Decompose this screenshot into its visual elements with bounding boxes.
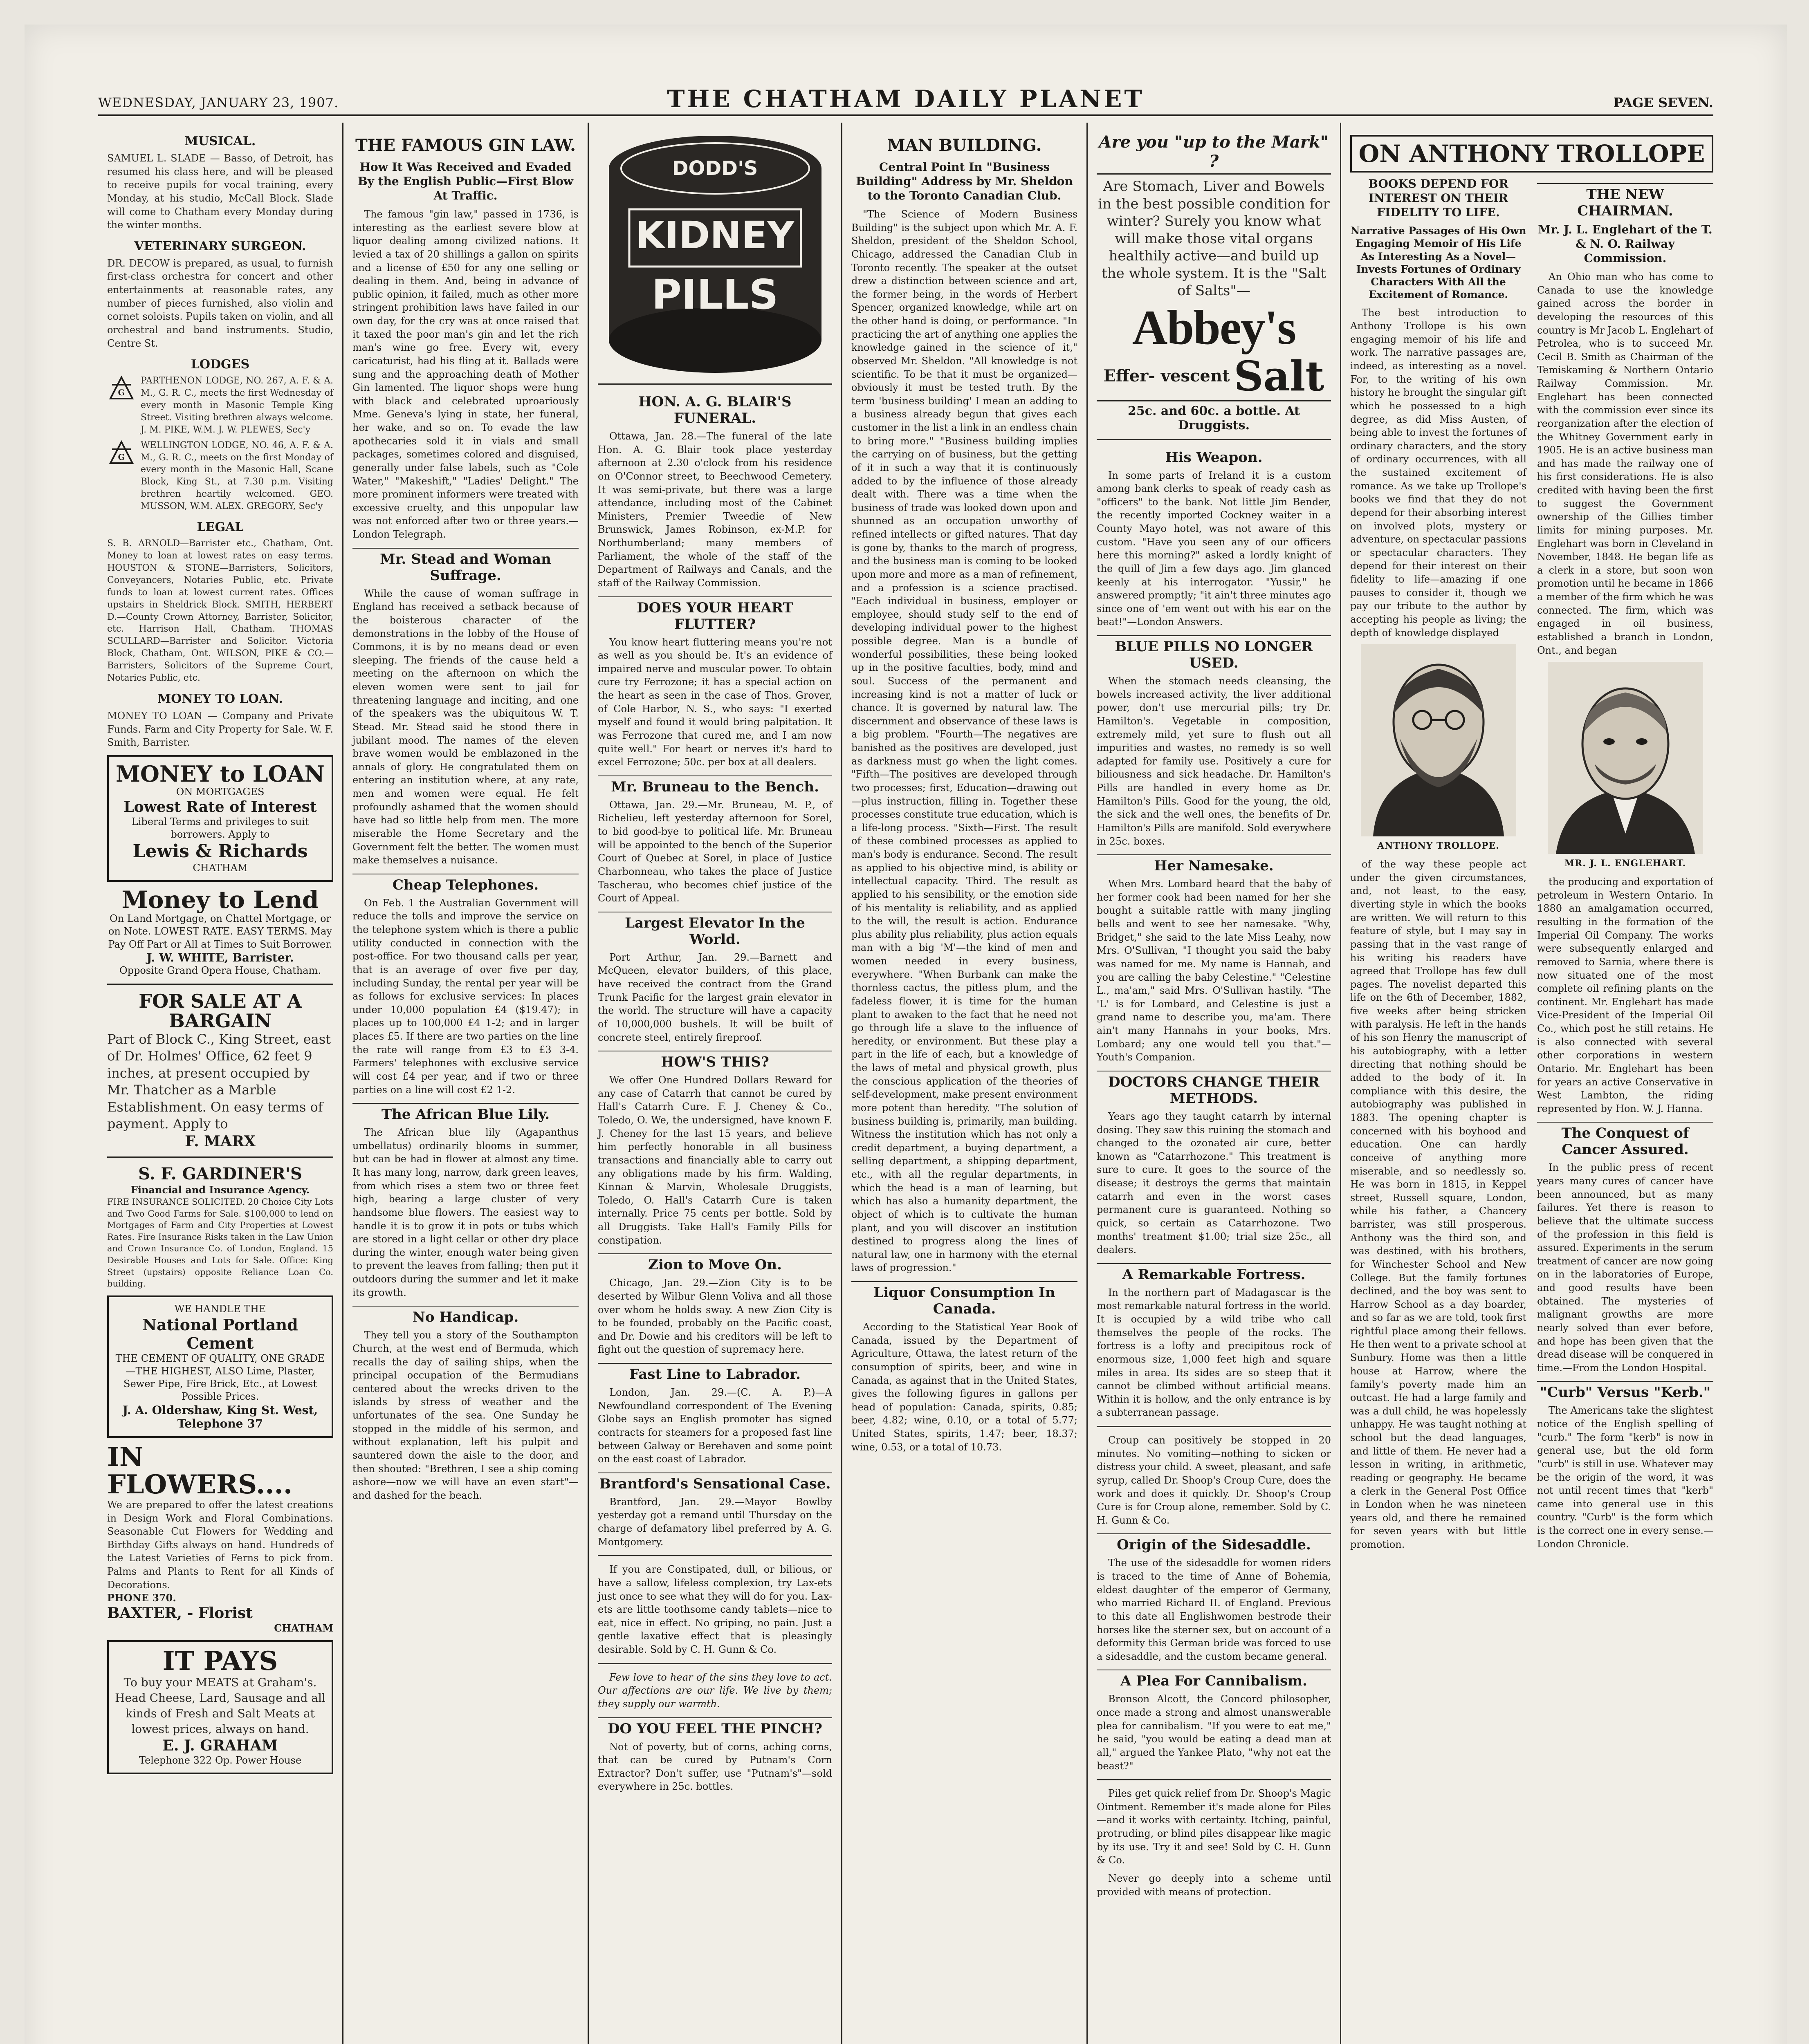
curb-title: "Curb" Versus "Kerb." [1537,1381,1713,1401]
ad-cement-lead: WE HANDLE THE [174,1303,266,1315]
blair-funeral-body: Ottawa, Jan. 28.—The funeral of the late Hon. A. G. Blair took place yesterday afternoon at 2.30 o'clock from his residence on O'Connor street, to Beechwood Cemetery. It was semi-private, but there was a large attendance, including most of the Cabinet Ministers, Premier Tweedie of New Brunswick, James Robinson, ex-M.P. for Northumberland; many members of Parliament, the whole of the staff of the Department of Railways and Canals, and the staff of the Railway Commission. [598,430,832,589]
bruneau-body: Ottawa, Jan. 29.—Mr. Bruneau, M. P., of Richelieu, left yesterday afternoon for Sorel, to bid good-bye to political life. Mr. Bruneau will be appointed to the bench of the Superior Court of Quebec at Sorel, in place of Justice Charbonneau, who takes the place of Justice Tascherau, who becomes chief justice of the Court of Appeal. [598,799,832,904]
ad-flowers-text: We are prepared to offer the latest creations in Design Work and Floral Combinations. Seasonable Cut Flowers for Wedding and Birthday Gifts always on hand. Hundreds of the Latest Varieties of Ferns to pick from. Palms and Plants to Rent for all Kinds of Decorations. [107,1499,333,1591]
abbeys-brand: Abbey's [1132,300,1296,354]
ad-flowers [107,1443,333,1634]
brantford-body: Brantford, Jan. 29.—Mayor Bowlby yesterday got a remand until Thursday on the charge of defamatory libel preferred by A. G. Montgomery. [598,1496,832,1548]
ad-graham [107,1640,333,1775]
pills-brand-line1: DODD'S [672,157,758,180]
ad-for-sale-headline: FOR SALE AT A BARGAIN [139,990,302,1032]
column-classifieds [98,123,343,2044]
trollope-subtitle-2: Narrative Passages of His Own Engaging Memoir of His Life As Interesting As a Novel—Invests Fortunes of Ordinary Characters With All the Excitement of Romance. [1350,225,1526,301]
column-5 [1088,123,1341,2044]
constipation-ad: If you are Constipated, dull, or bilious, or have a sallow, lifeless complexion, try Lax-ets just once to see what they will do for you. Lax-ets are little toothsome candy tablets—nice to eat, nice in effect. No griping, no pain. Just a gentle laxative effect that is pleasingly desirable. Sold by C. H. Gunn & Co. [598,1564,832,1655]
money-heading: MONEY TO LOAN. [157,691,283,706]
ad-flowers-city: CHATHAM [274,1622,333,1634]
never-text: Never go deeply into a scheme until provided with means of protection. [1097,1872,1331,1898]
elevator-body: Port Arthur, Jan. 29.—Barnett and McQueen, elevator builders, of this place, have received the contract from the Grand Trunk Pacific for the largest grain elevator in the world. The structure will have a capacity of 10,000,000 bushels. It will be built of concrete steel, entirely fireproof. [598,951,832,1043]
trollope-body-continued: of the way these people act under the given circumstances, and, not least, to the easy, diverting style in which the books are written. We will return to this feature of style, but I may say in passing that in the vast range of his writing his readers have agreed that Trollope has few dull pages. The novelist departed this life on the 6th of December, 1882, five weeks after being stricken with paralysis. He left in the hands of his son Henry the manuscript of his autobiography, with a letter directing that nothing should be added to the body of it. In compliance with this desire, the autobiography was published in 1883. The opening chapter is concerned with his boyhood and education. One can hardly conceive of anything more miserable, and so needlessly so. He was born in 1815, in Keppel street, Russell square, London, while his father, a Chancery barrister, was still prosperous. Anthony was the third son, and was destined, with his brothers, for Winchester School and New College. But the family fortunes declined, and the boy was sent to Harrow School as a day boarder, and so far as we are told, took first rightful place among their fellows. He then went to a private school at Sunbury. Home was then a little house at Harrow, where the family's poverty made him an outcast. He had a large family and was a dull child, he was hopelessly unhappy. He was taught nothing at school but the dead languages, and little of them. He never had a lesson in writing, in arithmetic, reading or geography. He became a clerk in the General Post Office in London when he was nineteen years old, and there he remained for seven years with but little promotion. [1350,858,1526,1550]
abbeys-effervescent: Effer- vescent [1103,366,1230,385]
ad-flowers-name: BAXTER, - Florist [107,1604,253,1622]
croup-ad: Croup can positively be stopped in 20 minutes. No vomiting—nothing to sicken or distress your child. A sweet, pleasant, and safe syrup, called Dr. Shoop's Croup Cure, does the work and does it quickly. Dr. Shoop's Croup Cure is for Croup alone, remember. Sold by C. H. Gunn & Co. [1097,1434,1331,1526]
divider [598,383,832,385]
musical-heading: MUSICAL. [184,134,256,148]
ad-cement-headline: National Portland Cement [142,1315,298,1352]
telephones-body: On Feb. 1 the Australian Government will reduce the tolls and improve the service on the telephone system which is there a public utility conducted in connection with the post-office. For two thousand calls per year, that is an average of over five per day, including Sunday, the rental per year will be as follows for exclusive services: In places under 10,000 population £4 ($19.47); in places up to 100,000 £4 1-2; and in larger places £5. If there are two parties on the line the rate will range from £3 to £3 3-4. Farmers' telephones with exclusive service will cost £4 per year, and if two or three parties on a line will cost £2 1-2. [352,897,579,1096]
liquor-body: According to the Statistical Year Book of Canada, issued by the Department of Agriculture, Ottawa, the latest return of the consumption of spirits, beer, and wine in Canada, as against that in the United States, gives the following figures in gallons per head of population: Canada, spirits, 0.85; beer, 4.82; wine, 0.10, or a total of 5.77; United States, spirits, 1.47; beer, 18.37; wine, 0.53, or a total of 10.73. [851,1321,1077,1453]
fortress-title: A Remarkable Fortress. [1097,1263,1331,1283]
newspaper-page [25,25,1787,2044]
ad-gardiner [107,1164,333,1290]
labrador-body: London, Jan. 29.—(C. A. P.)—A Newfoundland correspondent of The Evening Globe says an English promoter has signed contracts for steamers for a proposed fast line between Galway or Berehaven and some point on the east coast of Labrador. [598,1387,832,1465]
trollope-right-column [1537,177,1713,1556]
cancer-title: The Conquest of Cancer Assured. [1537,1122,1713,1158]
ad-gardiner-text: FIRE INSURANCE SOLICITED. 20 Choice City Lots and Two Good Farms for Sale. $100,000 to lend on Mortgages of Farm and City Properties at Lowest Rates. Fire Insurance Risks taken in the Law Union and Crown Insurance Co. of London, England. 15 Desirable Houses and Lots for Sale. Office: King Street (upstairs) opposite Reliance Loan Co. building. [107,1197,333,1289]
heart-flutter-title: DOES YOUR HEART FLUTTER? [598,596,832,632]
gin-law-subtitle: How It Was Received and Evaded By the English Public—First Blow At Traffic. [357,160,574,202]
divider [1097,1779,1331,1780]
heart-flutter-body: You know heart fluttering means you're not as well as you should be. It's an evidence of impaired nerve and muscular power. To obtain cure try Ferrozone; it has a special action on the heart as seen in the case of Thos. Grover, of Cole Harbor, N. S., who says: "I exerted myself and found it would bring palpitation. It was Ferrozone that cured me, and I am now quite well." For heart or nerves it's hard to excel Ferrozone; 50c. per box at all dealers. [598,636,832,768]
ad-money-to-loan-headline: MONEY to LOAN [116,760,325,787]
lodges-heading: LODGES [191,357,250,372]
lodge-listing-1-text: PARTHENON LODGE, NO. 267, A. F. & A. M., G. R. C., meets the first Wednesday of every month in Masonic Temple King Street. Visiting brethren always welcome. J. M. PIKE, W.M. J. W. PLEWES, Sec'y [141,376,333,435]
lodge-listing-2-text: WELLINGTON LODGE, NO. 46, A. F. & A. M., G. R. C., meets on the first Monday of every month in the Masonic Hall, Scane Block, King St., at 7.30 p.m. Visiting brethren heartily welcomed. GEO. MUSSON, W.M. ALEX. GREGORY, Sec'y [141,440,333,512]
ad-money-to-loan-sub: ON MORTGAGES [176,786,265,798]
ad-flowers-phone: PHONE 370. [107,1592,176,1604]
column-3 [589,123,842,2044]
abbeys-question: Are you "up to the Mark" ? [1097,132,1331,175]
fortress-body: In the northern part of Madagascar is the most remarkable natural fortress in the world. It is occupied by a wild tribe who call themselves the people of the rocks. The fortress is a lofty and precipitous rock of enormous size, 1,000 feet high and square miles in area. Its sides are so steep that it cannot be climbed without artificial means. Within it is hollow, and the only entrance is by a subterranean passage. [1097,1286,1331,1419]
ad-graham-name: E. J. GRAHAM [162,1737,278,1755]
divider [1097,1426,1331,1427]
abbeys-product-line [1097,352,1331,400]
masthead-date: WEDNESDAY, JANUARY 23, 1907. [98,95,339,110]
ad-money-to-loan-terms: Liberal Terms and privileges to suit borrowers. Apply to [131,816,309,840]
cannibalism-title: A Plea For Cannibalism. [1097,1670,1331,1689]
doctors-body: Years ago they taught catarrh by internal dosing. They saw this ruining the stomach and changed to the ozonated air cure, better known as "Catarrhozone." This treatment is sure to cure. It goes to the source of the disease; it destroys the germs that maintain catarrh and even in the worst cases permanent cure is guaranteed. Nothing so quick, so certain as Catarrhozone. Two months' treatment $1.00; trial size 25c., all dealers. [1097,1110,1331,1256]
trollope-title: ON ANTHONY TROLLOPE [1350,135,1713,173]
cannibalism-body: Bronson Alcott, the Concord philosopher, once made a strong and almost unanswerable plea for cannibalism. "If you were to eat me," he said, "you would be eating a dead man at all," argued the Yankee Plato, "why not eat the beast?" [1097,1693,1331,1772]
englehart-portrait [1548,662,1703,854]
zion-body: Chicago, Jan. 29.—Zion City is to be deserted by Wilbur Glenn Voliva and all those over whom he holds sway. A new Zion City is to be founded, probably on the Pacific coast, and Dr. Dowie and his creditors will be left to fight out the question of supremacy here. [598,1277,832,1356]
sidesaddle-body: The use of the sidesaddle for women riders is traced to the time of Anne of Bohemia, eldest daughter of the emperor of Germany, who married Richard II. of England. Previous to this date all Englishwomen bestrode their horses like the sterner sex, but on account of a deformity this German bride was forced to use a sidesaddle, and the custom became general. [1097,1557,1331,1662]
trollope-portrait-caption: ANTHONY TROLLOPE. [1377,840,1499,852]
divider [107,984,333,985]
divider [1097,439,1331,440]
blue-pills-body: When the stomach needs cleansing, the bowels increased activity, the liver additional power, don't use mercurial pills; try Dr. Hamilton's. Vegetable in composition, extremely mild, yet sure to flush out all impurities and wastes, no remedy is so well adapted for family use. Positively a cure for biliousness and sick headache. Dr. Hamilton's Pills are handled in every home as Dr. Hamilton's Pills. Good for the young, the old, the sick and the well ones, the benefits of Dr. Hamilton's Pills are manifold. Sold everywhere in 25c. boxes. [1097,675,1331,847]
ad-graham-phone: Telephone 322 Op. Power House [139,1755,302,1766]
lodge-listing-2 [107,439,333,513]
new-chairman-title: THE NEW CHAIRMAN. [1537,183,1713,219]
blue-pills-title: BLUE PILLS NO LONGER USED. [1097,635,1331,671]
pinch-title: DO YOU FEEL THE PINCH? [598,1717,832,1737]
ad-flowers-headline: IN FLOWERS.... [107,1441,293,1500]
ad-money-to-loan-firm: Lewis & Richards [132,841,308,862]
svg-text:G: G [118,388,125,398]
divider [107,1156,333,1158]
blue-lily-title: The African Blue Lily. [352,1103,579,1123]
hows-this-body: We offer One Hundred Dollars Reward for any case of Catarrh that cannot be cured by Hall's Catarrh Cure. F. J. Cheney & Co., Toledo, O. We, the undersigned, have known F. J. Cheney for the last 15 years, and believe him perfectly honorable in all business transactions and financially able to carry out any obligations made by his firm. Walding, Kinnan & Marvin, Wholesale Druggists, Toledo, O. Hall's Catarrh Cure is taken internally. Price 75 cents per bottle. Sold by all Druggists. Take Hall's Family Pills for constipation. [598,1074,832,1246]
ad-gardiner-headline: S. F. GARDINER'S [138,1164,302,1184]
column-4 [842,123,1088,2044]
piles-ad: Piles get quick relief from Dr. Shoop's Magic Ointment. Remember it's made alone for Piles—and it works with certainty. Itching, painful, protruding, or blind piles disappear like magic by its use. Try it and see! Sold by C. H. Gunn & Co. [1097,1788,1331,1866]
masonic-emblem-icon [107,375,136,403]
column-6-7 [1341,123,1713,2044]
lodge-listing-1 [107,375,333,436]
pills-brand-line3: PILLS [651,271,779,318]
ad-for-sale-name: F. MARX [185,1133,256,1150]
namesake-body: When Mrs. Lombard heard that the baby of her former cook had been named for her she bought a suitable rattle with many jingling bells and went to see her namesake. "Why, Bridget," she said to the late Miss Leahy, now Mrs. O'Sullivan, "I thought you said the baby was named for me. My name is Hannah, and you are calling the baby Celestine." "Celestine L., ma'am," said Mrs. O'Sullivan hastily. "The 'L' is for Lombard, and Celestine is just a grand name to describe you, ma'am. There ain't many Hannahs in your books, Mrs. Lombard; any one would tell you that."—Youth's Companion. [1097,878,1331,1063]
ad-money-to-lend-address: Opposite Grand Opera House, Chatham. [119,964,321,976]
masonic-emblem-icon [107,439,136,468]
poem-text: Few love to hear of the sins they love to act. Our affections are our life. We live by them; they supply our warmth. [598,1671,832,1710]
ad-money-to-lend-name: J. W. WHITE, Barrister. [146,950,294,964]
brantford-title: Brantford's Sensational Case. [598,1472,832,1492]
elevator-title: Largest Elevator In the World. [598,912,832,948]
abbeys-copy: Are Stomach, Liver and Bowels in the best possible condition for winter? Surely you know what will make those vital organs healthily active—and build up the whole system. It is the "Salt of Salts"— [1098,178,1330,299]
suffrage-body: While the cause of woman suffrage in England has received a setback because of the boisterous character of the demonstrations in the lobby of the House of Commons, it is by no means dead or even sleeping. The friends of the cause held a meeting on the afternoon on which the eleven women were sent to jail for threatening language and inciting, and one of the speakers was the ubiquitous W. T. Stead. Mr. Stead said he stood there in jubilant mood. The names of the eleven brave women would be emblazoned in the annals of glory. He congratulated them on entering an institution where, at any rate, men and women were equal. He felt profoundly ashamed that the women should have had so little help from men. The more miserable the Home Secretary and the Government felt the better. The women must make themselves a nuisance. [352,587,579,866]
divider [598,1663,832,1664]
trollope-subtitle: BOOKS DEPEND FOR INTEREST ON THEIR FIDELITY TO LIFE. [1368,177,1508,219]
telephones-title: Cheap Telephones. [352,874,579,893]
labrador-title: Fast Line to Labrador. [598,1363,832,1383]
englehart-portrait-caption: MR. J. L. ENGLEHART. [1564,858,1686,869]
ad-money-to-lend [107,888,333,977]
masthead-title: THE CHATHAM DAILY PLANET [667,85,1145,113]
masthead-page-number: PAGE SEVEN. [1613,95,1713,110]
trollope-two-columns [1350,177,1713,1556]
dodds-kidney-pills-ad [601,132,830,377]
blair-funeral-title: HON. A. G. BLAIR'S FUNERAL. [638,394,792,426]
ad-money-to-loan [107,755,333,882]
cancer-body: In the public press of recent years many cures of cancer have been announced, but as many failures. Yet there is reason to believe that the ultimate success of the profession in this field is assured. Experiments in the serum treatment of cancer are now going on in the laboratories of Europe, and good results have been obtained. The mysteries of malignant growths are more nearly solved than ever before, and hope has been given that the dread disease will be conquered in time.—From the London Hospital. [1537,1162,1713,1374]
trollope-left-column [1350,177,1526,1556]
man-building-subtitle: Central Point In "Business Building" Address by Mr. Sheldon to the Toronto Canadian Club. [856,160,1073,202]
blue-lily-body: The African blue lily (Agapanthus umbellatus) ordinarily blooms in summer, but can be had in flower at almost any time. It has many long, narrow, dark green leaves, from which rises a stem two or three feet high, bearing a large cluster of very handsome blue flowers. The easiest way to handle it is to grow it in pots or tubs which are stored in a light cellar or other dry place during the winter, enough water being given to prevent the leaves from falling; then put it outdoors during the summer and let it make its growth. [352,1127,579,1298]
his-weapon-title: His Weapon. [1165,449,1263,466]
handicap-title: No Handicap. [352,1306,579,1325]
ad-for-sale [107,991,333,1150]
ad-money-to-lend-headline: Money to Lend [121,886,319,914]
musical-text: SAMUEL L. SLADE — Basso, of Detroit, has resumed his class here, and will be pleased to receive pupils for vocal training, every Monday, at his studio, McCall Block. Slade will come to Chatham every Monday during the winter months. [107,152,333,231]
gin-law-body: The famous "gin law," passed in 1736, is interesting as the earliest severe blow at liquor dealing among civilized nations. It levied a tax of 20 shillings a gallon on spirits and a license of £50 for any one selling or dealing in them. And, being in advance of public opinion, it failed, much as other more stringent prohibition laws have failed in our own day, for the cry was at once raised that it taxed the poor man's gin and let the rich man's wine go free. Every wit, every caricaturist, had his fling at it. Ballads were sung and the approaching death of Mother Gin lamented. The liquor shops were hung with black and celebrated uproariously Mme. Geneva's lying in state, her funeral, her wake, and so on. To evade the law apothecaries sold it in vials and small packages, sometimes colored and disguised, generally under false labels, such as "Cole Water," "Makeshift," "Ladies' Delight." The more prominent informers were treated with excessive cruelty, and this unpopular law was not enforced after two or three years.—London Telegraph. [352,208,579,540]
zion-title: Zion to Move On. [598,1253,832,1273]
man-building-body: "The Science of Modern Business Building" is the subject upon which Mr. A. F. Sheldon, president of the Sheldon School, Chicago, addressed the Canadian Club in Toronto recently. The speaker at the outset drew a distinction between science and art, the former being, in the words of Herbert Spencer, organized knowledge, while art on the other hand is doing, or performance. "In practicing the art of anything one applies the knowledge gained in the science of it," observed Mr. Sheldon. "All knowledge is not scientific. To be that it must be organized—obviously it must be tested truth. By the term 'business building' I mean an adding to a business already begun that gives each customer in the list a link in an endless chain to bring more." "Business building implies the carrying on of business, but the getting of it in such a way that it is continuously added to by the influence of those already dealt with. There was a time when the business of trade was looked down upon and shunned as an occupation unworthy of refined intellects or gifted natures. That day is gone by, thanks to the march of progress, and the business man is coming to be looked upon more and more as a man of refinement, and a profession is a science practised. "Each individual in business, employer or employee, should study self to the end of developing individual power to the highest possible degree. Man is a bundle of wonderful possibilities, these being looked up in the positive faculties, body, mind and soul. Success of the permanent and increasing kind is not a matter of luck or chance. It is governed by natural law. The discernment and observance of these laws is a big problem. "Fourth—The negatives are banished as the positives are developed, just as darkness must go when the light comes. "Fifth—The positives are developed through two processes; first, Education—drawing out—plus instruction, filling in. Together these processes constitute true education, which is a life-long process. "Sixth—First. The result of these combined processes as applied to man's body is endurance. Second. The result as applied to his objective mind, is ability or intellectual capacity. Third. The result as applied to his sensibility, or the emotion side of his mentality is reliability, and as applied to the will, the result is action. Endurance plus ability plus reliability, plus action equals man with a big 'M'—the kind of men and women needed in every business, everywhere. "When Burbank can make the thornless cactus, the pitless plum, and the fadeless flower, it is time for the human plant to awaken to the fact that he need not go through life a slave to the influence of heredity, or environment. But these play a part in the life of each, but a knowledge of the laws of metal and physical growth, plus the conscious application of the theories of self-development, make present environment more potent than heredity. "The solution of business building is, primarily, man building. Witness the institution which has not only a credit department, a buying department, a selling department, a shipping department, etc., with all the regular departments, in which the head is a man of learning, but which has also a humanity department, the object of which is to cultivate the human plant, and you will discover an institution destined to progress along the lines of natural law, one in harmony with the eternal laws of progression." [851,208,1077,1274]
abbeys-salt-ad [1097,132,1331,433]
ad-cement-text: THE CEMENT OF QUALITY, ONE GRADE—THE HIGHEST, ALSO Lime, Plaster, Sewer Pipe, Fire Brick, Etc., at Lowest Possible Prices. [115,1352,325,1403]
ad-graham-text: To buy your MEATS at Graham's. Head Cheese, Lard, Sausage and all kinds of Fresh and Salt Meats at lowest prices, always on hand. [115,1675,325,1736]
svg-text:G: G [118,452,125,462]
ad-cement-name: J. A. Oldershaw, King St. West, Telephone 37 [122,1403,318,1430]
pinch-body: Not of poverty, but of corns, aching corns, that can be cured by Putnam's Corn Extractor? Don't suffer, use "Putnam's"—sold everywhere in 25c. bottles. [598,1741,832,1793]
pills-brand-line2: KIDNEY [635,213,795,257]
vet-heading: VETERINARY SURGEON. [134,239,306,253]
legal-text: S. B. ARNOLD—Barrister etc., Chatham, Ont. Money to loan at lowest rates on easy terms. HOUSTON & STONE—Barristers, Solicitors, Conveyancers, Notaries Public, etc. Private funds to loan at lowest current rates. Offices upstairs in Sheldrick Block. SMITH, HERBERT D.—County Crown Attorney, Barrister, Solicitor, etc. Harrison Hall, Chatham. THOMAS SCULLARD—Barrister and Solicitor. Victoria Block, Chatham, Ont. WILSON, PIKE & CO.—Barristers, Solicitors of the Supreme Court, Notaries Public, etc. [107,538,333,684]
ad-graham-headline: IT PAYS [162,1645,278,1676]
new-chairman-subtitle: Mr. J. L. Englehart of the T. & N. O. Railway Commission. [1538,223,1712,265]
doctors-title: DOCTORS CHANGE THEIR METHODS. [1097,1071,1331,1107]
man-building-title: MAN BUILDING. [887,136,1042,155]
handicap-body: They tell you a story of the Southampton Church, at the west end of Bermuda, which recalls the day of sailing ships, when the principal occupation of the Bermudians centered about the wrecks driven to the islands by stress of weather and the unfortunates of the sea. One Sunday he stopped in the middle of his sermon, and without explanation, left his pulpit and sauntered down the aisle to the door, and then shouted: "Brethren, I see a ship coming ashore—now we will have an even start"—and dashed for the beach. [352,1329,579,1501]
abbeys-salt-word: Salt [1234,352,1324,400]
abbeys-price: 25c. and 60c. a bottle. At Druggists. [1097,400,1331,433]
ad-money-to-loan-rate: Lowest Rate of Interest [123,798,317,816]
ad-money-to-loan-city: CHATHAM [193,862,248,874]
legal-heading: LEGAL [197,520,244,535]
new-chairman-body: An Ohio man who has come to Canada to use the knowledge gained across the border in developing the resources of this country is Mr Jacob L. Englehart of Petrolea, who is to succeed Mr. Cecil B. Smith as Chairman of the Temiskaming & Northern Ontario Railway Commission. Mr. Englehart has been connected with the commission ever since its reorganization after the election of the Whitney Government early in 1905. He is an active business man and has made the railway one of his first considerations. He is also credited with having been the first to suggest the Government ownership of the Gillies timber limits for mining purposes. Mr. Englehart was born in Cleveland in November, 1848. He began life as a clerk in a store, but soon won promotion until he became in 1866 a member of the firm which he was connected. The firm, which was engaged in oil business, established a branch in London, Ont., and began [1537,271,1713,656]
suffrage-title: Mr. Stead and Woman Suffrage. [352,548,579,584]
masthead [98,86,1713,116]
anthony-trollope-portrait [1361,644,1516,836]
bruneau-title: Mr. Bruneau to the Bench. [598,775,832,795]
divider [598,1555,832,1556]
vet-text: DR. DECOW is prepared, as usual, to furnish first-class orchestra for concert and other entertainments at reasonable rates, any number of pieces furnished, also violin and cornet soloists. Pupils taken on violin, and all orchestral and band instruments. Studio, Centre St. [107,257,333,349]
namesake-title: Her Namesake. [1097,854,1331,874]
ad-gardiner-sub: Financial and Insurance Agency. [130,1184,310,1196]
ad-for-sale-text: Part of Block C., King Street, east of Dr. Holmes' Office, 62 feet 9 inches, at present occupied by Mr. Thatcher as a Marble Establishment. On easy terms of payment. Apply to [107,1031,331,1132]
trollope-body: The best introduction to Anthony Trollope is his own engaging memoir of his life and work. The narrative passages are, indeed, as interesting as a novel. For, to the writing of his own history he brought the singular gift which he possessed to a high degree, as did Miss Austen, of being able to invest the fortunes of ordinary characters, and the story of ordinary occurrences, with all the sustained excitement of romance. As we take up Trollope's books we find that they do not depend for their absorbing interest on involved plots, mystery or adventure, on spectacular passions or spectacular characters. They depend for their interest on their fidelity to life—amazing if one pauses to consider it, though we pay our tribute to the author by accepting his people as living; the depth of knowledge displayed [1350,307,1526,639]
ad-money-to-lend-text: On Land Mortgage, on Chattel Mortgage, or on Note. LOWEST RATE. EASY TERMS. May Pay Off Part or All at Times to Suit Borrower. [108,913,332,950]
sidesaddle-title: Origin of the Sidesaddle. [1097,1533,1331,1553]
column-2 [343,123,589,2044]
gin-law-title: THE FAMOUS GIN LAW. [355,136,576,155]
curb-body: The Americans take the slightest notice of the English spelling of "curb." The form "kerb" is now in general use, but the old form "curb" is still in use. Whatever may be the origin of the word, it was not until recent times that "kerb" came into general use in this country. "Curb" is the form which is the correct one in every sense.—London Chronicle. [1537,1405,1713,1550]
hows-this-title: HOW'S THIS? [598,1051,832,1070]
money-text: MONEY TO LOAN — Company and Private Funds. Farm and City Property for Sale. W. F. Smith, Barrister. [107,710,333,749]
liquor-title: Liquor Consumption In Canada. [851,1281,1077,1317]
new-chairman-body-continued: the producing and exportation of petroleum in Western Ontario. In 1880 an amalgamation occurred, resulting in the formation of the Imperial Oil Company. The works were subsequently enlarged and removed to Sarnia, where there is now situated one of the most complete oil refining plants on the continent. Mr. Englehart has made Vice-President of the Imperial Oil Co., which post he still retains. He is also connected with several other corporations in western Ontario. Mr. Englehart has been for years an active Conservative in West Lambton, the riding represented by Hon. W. J. Hanna. [1537,876,1713,1114]
his-weapon-body: In some parts of Ireland it is a custom among bank clerks to speak of ready cash as "officers" to the bank. Not little Jim Bender, the recently imported Cockney waiter in a County Mayo hotel, was not aware of this custom. "Have you seen any of our officers here this morning?" asked a lordly knight of the quill of Jim a few days ago. Jim glanced keenly at his interrogator. "Yussir," he answered promptly; "it ain't three minutes ago since one of 'em went out with his ear on the beat!"—London Answers. [1097,469,1331,628]
ad-cement [107,1295,333,1438]
